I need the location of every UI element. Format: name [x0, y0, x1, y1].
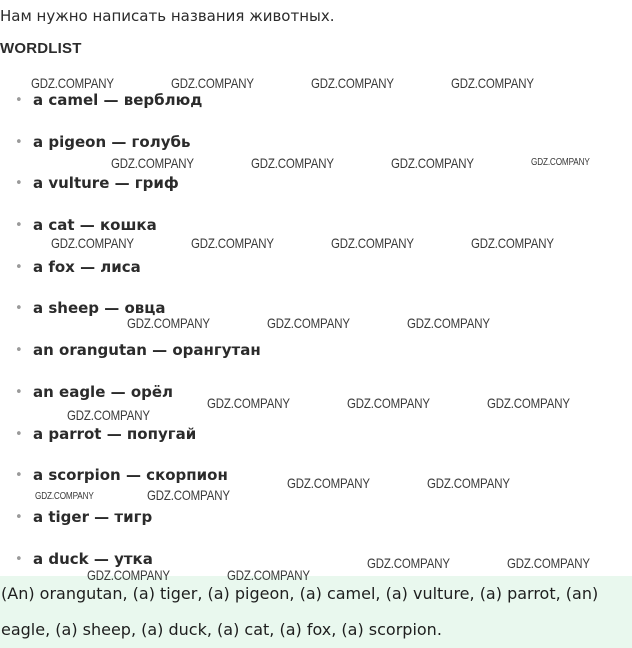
watermark: GDZ.COMPANY: [407, 315, 490, 331]
watermark: GDZ.COMPANY: [111, 155, 194, 171]
word-entry: a sheep — овца: [33, 299, 166, 318]
watermark: GDZ.COMPANY: [51, 235, 134, 251]
list-item: [0, 132, 632, 174]
wordlist-heading: WORDLIST: [0, 40, 82, 57]
answer-line: eagle, (a) sheep, (a) duck, (a) cat, (a) fox, (a) scorpion.: [1, 620, 442, 639]
answer-line: (An) orangutan, (a) tiger, (a) pigeon, (a) camel, (a) vulture, (a) parrot, (an): [1, 584, 599, 603]
watermark: GDZ.COMPANY: [311, 75, 394, 91]
watermark: GDZ.COMPANY: [347, 395, 430, 411]
watermark: GDZ.COMPANY: [207, 395, 290, 411]
watermark: GDZ.COMPANY: [331, 235, 414, 251]
watermark: GDZ.COMPANY: [171, 75, 254, 91]
list-item: [0, 340, 632, 382]
bullet-icon: •: [15, 134, 23, 150]
word-entry: a tiger — тигр: [33, 507, 153, 526]
bullet-icon: •: [15, 468, 23, 484]
bullet-icon: •: [15, 218, 23, 234]
bullet-icon: •: [15, 426, 23, 442]
watermark: GDZ.COMPANY: [227, 567, 310, 583]
word-entry: a scorpion — скорпион: [33, 466, 228, 485]
word-entry: an orangutan — орангутан: [33, 341, 261, 360]
bullet-icon: •: [15, 343, 23, 359]
word-entry: a cat — кошка: [33, 216, 157, 235]
watermark: GDZ.COMPANY: [507, 555, 590, 571]
word-entry: a pigeon — голубь: [33, 132, 191, 151]
bullet-icon: •: [15, 93, 23, 108]
watermark: GDZ.COMPANY: [191, 235, 274, 251]
word-entry: a duck — утка: [33, 549, 153, 568]
bullet-icon: •: [15, 259, 23, 275]
bullet-icon: •: [15, 176, 23, 192]
watermark: GDZ.COMPANY: [391, 155, 474, 171]
list-item: [0, 424, 632, 466]
watermark: GDZ.COMPANY: [251, 155, 334, 171]
answer-box: [0, 576, 632, 648]
watermark: GDZ.COMPANY: [267, 315, 350, 331]
watermark: GDZ.COMPANY: [487, 395, 570, 411]
list-item: [0, 257, 632, 299]
bullet-icon: •: [15, 551, 23, 567]
watermark: GDZ.COMPANY: [471, 235, 554, 251]
list-item: [0, 90, 632, 132]
list-item: [0, 465, 632, 507]
list-item: [0, 215, 632, 257]
list-item: [0, 382, 632, 424]
watermark: GDZ.COMPANY: [127, 315, 210, 331]
watermark: GDZ.COMPANY: [147, 487, 230, 503]
bullet-icon: •: [15, 384, 23, 400]
word-entry: a vulture — гриф: [33, 174, 179, 193]
watermark: GDZ.COMPANY: [87, 567, 170, 583]
watermark: GDZ.COMPANY: [31, 75, 114, 91]
watermark: GDZ.COMPANY: [531, 157, 590, 168]
watermark: GDZ.COMPANY: [451, 75, 534, 91]
word-entry: an eagle — орёл: [33, 382, 174, 401]
bullet-icon: •: [15, 301, 23, 317]
watermark: GDZ.COMPANY: [287, 475, 370, 491]
word-entry: a parrot — попугай: [33, 424, 197, 443]
wordlist: [0, 90, 632, 590]
word-entry: a fox — лиса: [33, 257, 141, 276]
list-item: [0, 173, 632, 215]
watermark: GDZ.COMPANY: [367, 555, 450, 571]
bullet-icon: •: [15, 509, 23, 525]
word-entry: a camel — верблюд: [33, 91, 203, 109]
watermark: GDZ.COMPANY: [67, 407, 150, 423]
watermark: GDZ.COMPANY: [35, 491, 94, 502]
task-instruction: Нам нужно написать названия животных.: [0, 7, 335, 25]
watermark: GDZ.COMPANY: [427, 475, 510, 491]
list-item: [0, 507, 632, 549]
list-item: [0, 298, 632, 340]
